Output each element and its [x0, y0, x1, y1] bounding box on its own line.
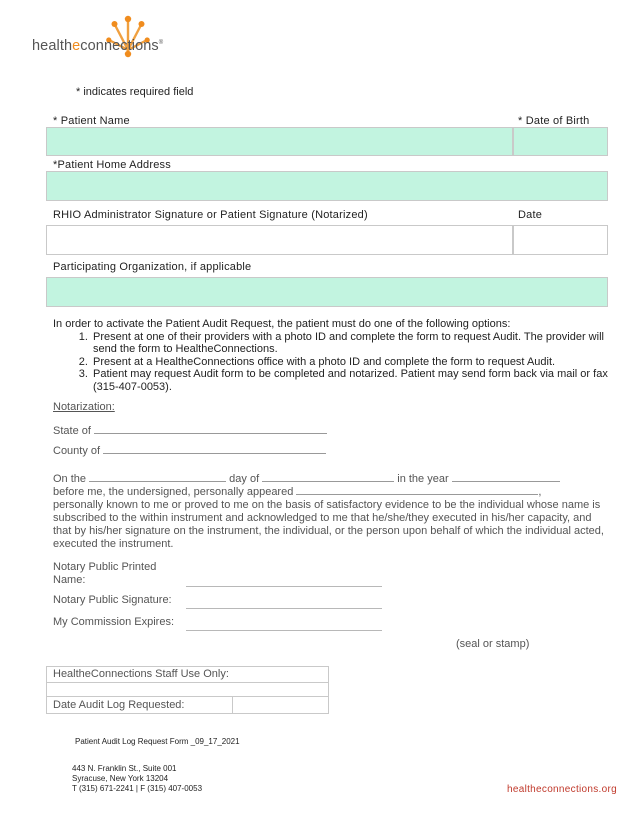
- state-line: [53, 425, 327, 437]
- county-blank[interactable]: [103, 453, 326, 454]
- printed-name-label: Notary Public Printed Name:: [53, 561, 157, 586]
- date-line: [53, 473, 560, 485]
- state-blank[interactable]: [94, 433, 327, 434]
- participating-org-label: Participating Organization, if applicable: [53, 261, 252, 273]
- commission-line[interactable]: [186, 630, 382, 631]
- notarization-title: Notarization:: [53, 401, 115, 413]
- on-the-label: On the: [53, 473, 87, 485]
- appeared-blank[interactable]: [296, 494, 538, 495]
- commission-label: My Commission Expires:: [53, 616, 175, 628]
- options-list: [53, 331, 608, 394]
- participating-org-field[interactable]: [46, 277, 608, 307]
- county-label: County of: [53, 445, 101, 457]
- form-id: Patient Audit Log Request Form _09_17_2021: [75, 737, 240, 746]
- date-of-birth-label: * Date of Birth: [518, 115, 590, 127]
- staff-header: HealtheConnections Staff Use Only:: [47, 667, 328, 683]
- address-line1: 443 N. Franklin St., Suite 001: [72, 764, 177, 773]
- home-address-field[interactable]: [46, 171, 608, 201]
- patient-name-label: * Patient Name: [53, 115, 130, 127]
- month-blank[interactable]: [262, 481, 394, 482]
- website-link[interactable]: healtheconnections.org: [506, 784, 617, 795]
- county-line: [53, 445, 326, 457]
- phone-line: T (315) 671-2241 | F (315) 407-0053: [72, 784, 203, 793]
- required-field-note: * indicates required field: [76, 86, 194, 98]
- day-of-label: day of: [229, 473, 260, 485]
- footer-address: [72, 764, 202, 794]
- seal-stamp-note: (seal or stamp): [456, 638, 530, 650]
- patient-name-field[interactable]: [46, 127, 513, 156]
- appeared-label: before me, the undersigned, personally appeared: [53, 486, 294, 498]
- option-item: 3. Patient may request Audit form to be completed and notarized. Patient may send form back via mail or fax (315-407-0053).: [91, 368, 608, 393]
- staff-use-table: [46, 666, 329, 714]
- in-the-year-label: in the year: [397, 473, 449, 485]
- logo-wordmark: healtheconnections®: [32, 38, 164, 54]
- day-blank[interactable]: [89, 481, 226, 482]
- state-label: State of: [53, 425, 91, 437]
- address-line2: Syracuse, New York 13204: [72, 774, 169, 783]
- signature-field[interactable]: [46, 225, 513, 255]
- date-requested-label: Date Audit Log Requested:: [47, 697, 233, 713]
- year-blank[interactable]: [452, 481, 560, 482]
- signature-date-field[interactable]: [513, 225, 608, 255]
- date-requested-field[interactable]: [233, 697, 328, 713]
- notary-signature-label: Notary Public Signature:: [53, 594, 172, 606]
- instructions-intro: In order to activate the Patient Audit Request, the patient must do one of the following options:: [53, 318, 511, 330]
- date-of-birth-field[interactable]: [513, 127, 608, 156]
- appeared-line: before me, the undersigned, personally appeared ,: [53, 486, 542, 498]
- option-item: 1. Present at one of their providers with a photo ID and complete the form to request Audit. The provider will send the form to HealtheConnections.: [91, 331, 608, 356]
- home-address-label: *Patient Home Address: [53, 159, 171, 171]
- printed-name-line[interactable]: [186, 586, 382, 587]
- notarization-body: personally known to me or proved to me on the basis of satisfactory evidence to be the individual whose name is subscribed to the within instrument and acknowledged to me that he/she/they executed in his/her capacity, and that by his/her signature on the instrument, the individual, or the person upon behalf of which the individual acted, executed the instrument.: [53, 499, 604, 550]
- staff-blank-row[interactable]: [47, 683, 328, 697]
- notary-signature-line[interactable]: [186, 608, 382, 609]
- date-label: Date: [518, 209, 543, 221]
- option-item: 2. Present at a HealtheConnections office with a photo ID and complete the form to request Audit.: [91, 356, 608, 369]
- instructions-block: [53, 318, 608, 393]
- staff-date-row: [47, 697, 328, 713]
- signature-label: RHIO Administrator Signature or Patient Signature (Notarized): [53, 209, 368, 221]
